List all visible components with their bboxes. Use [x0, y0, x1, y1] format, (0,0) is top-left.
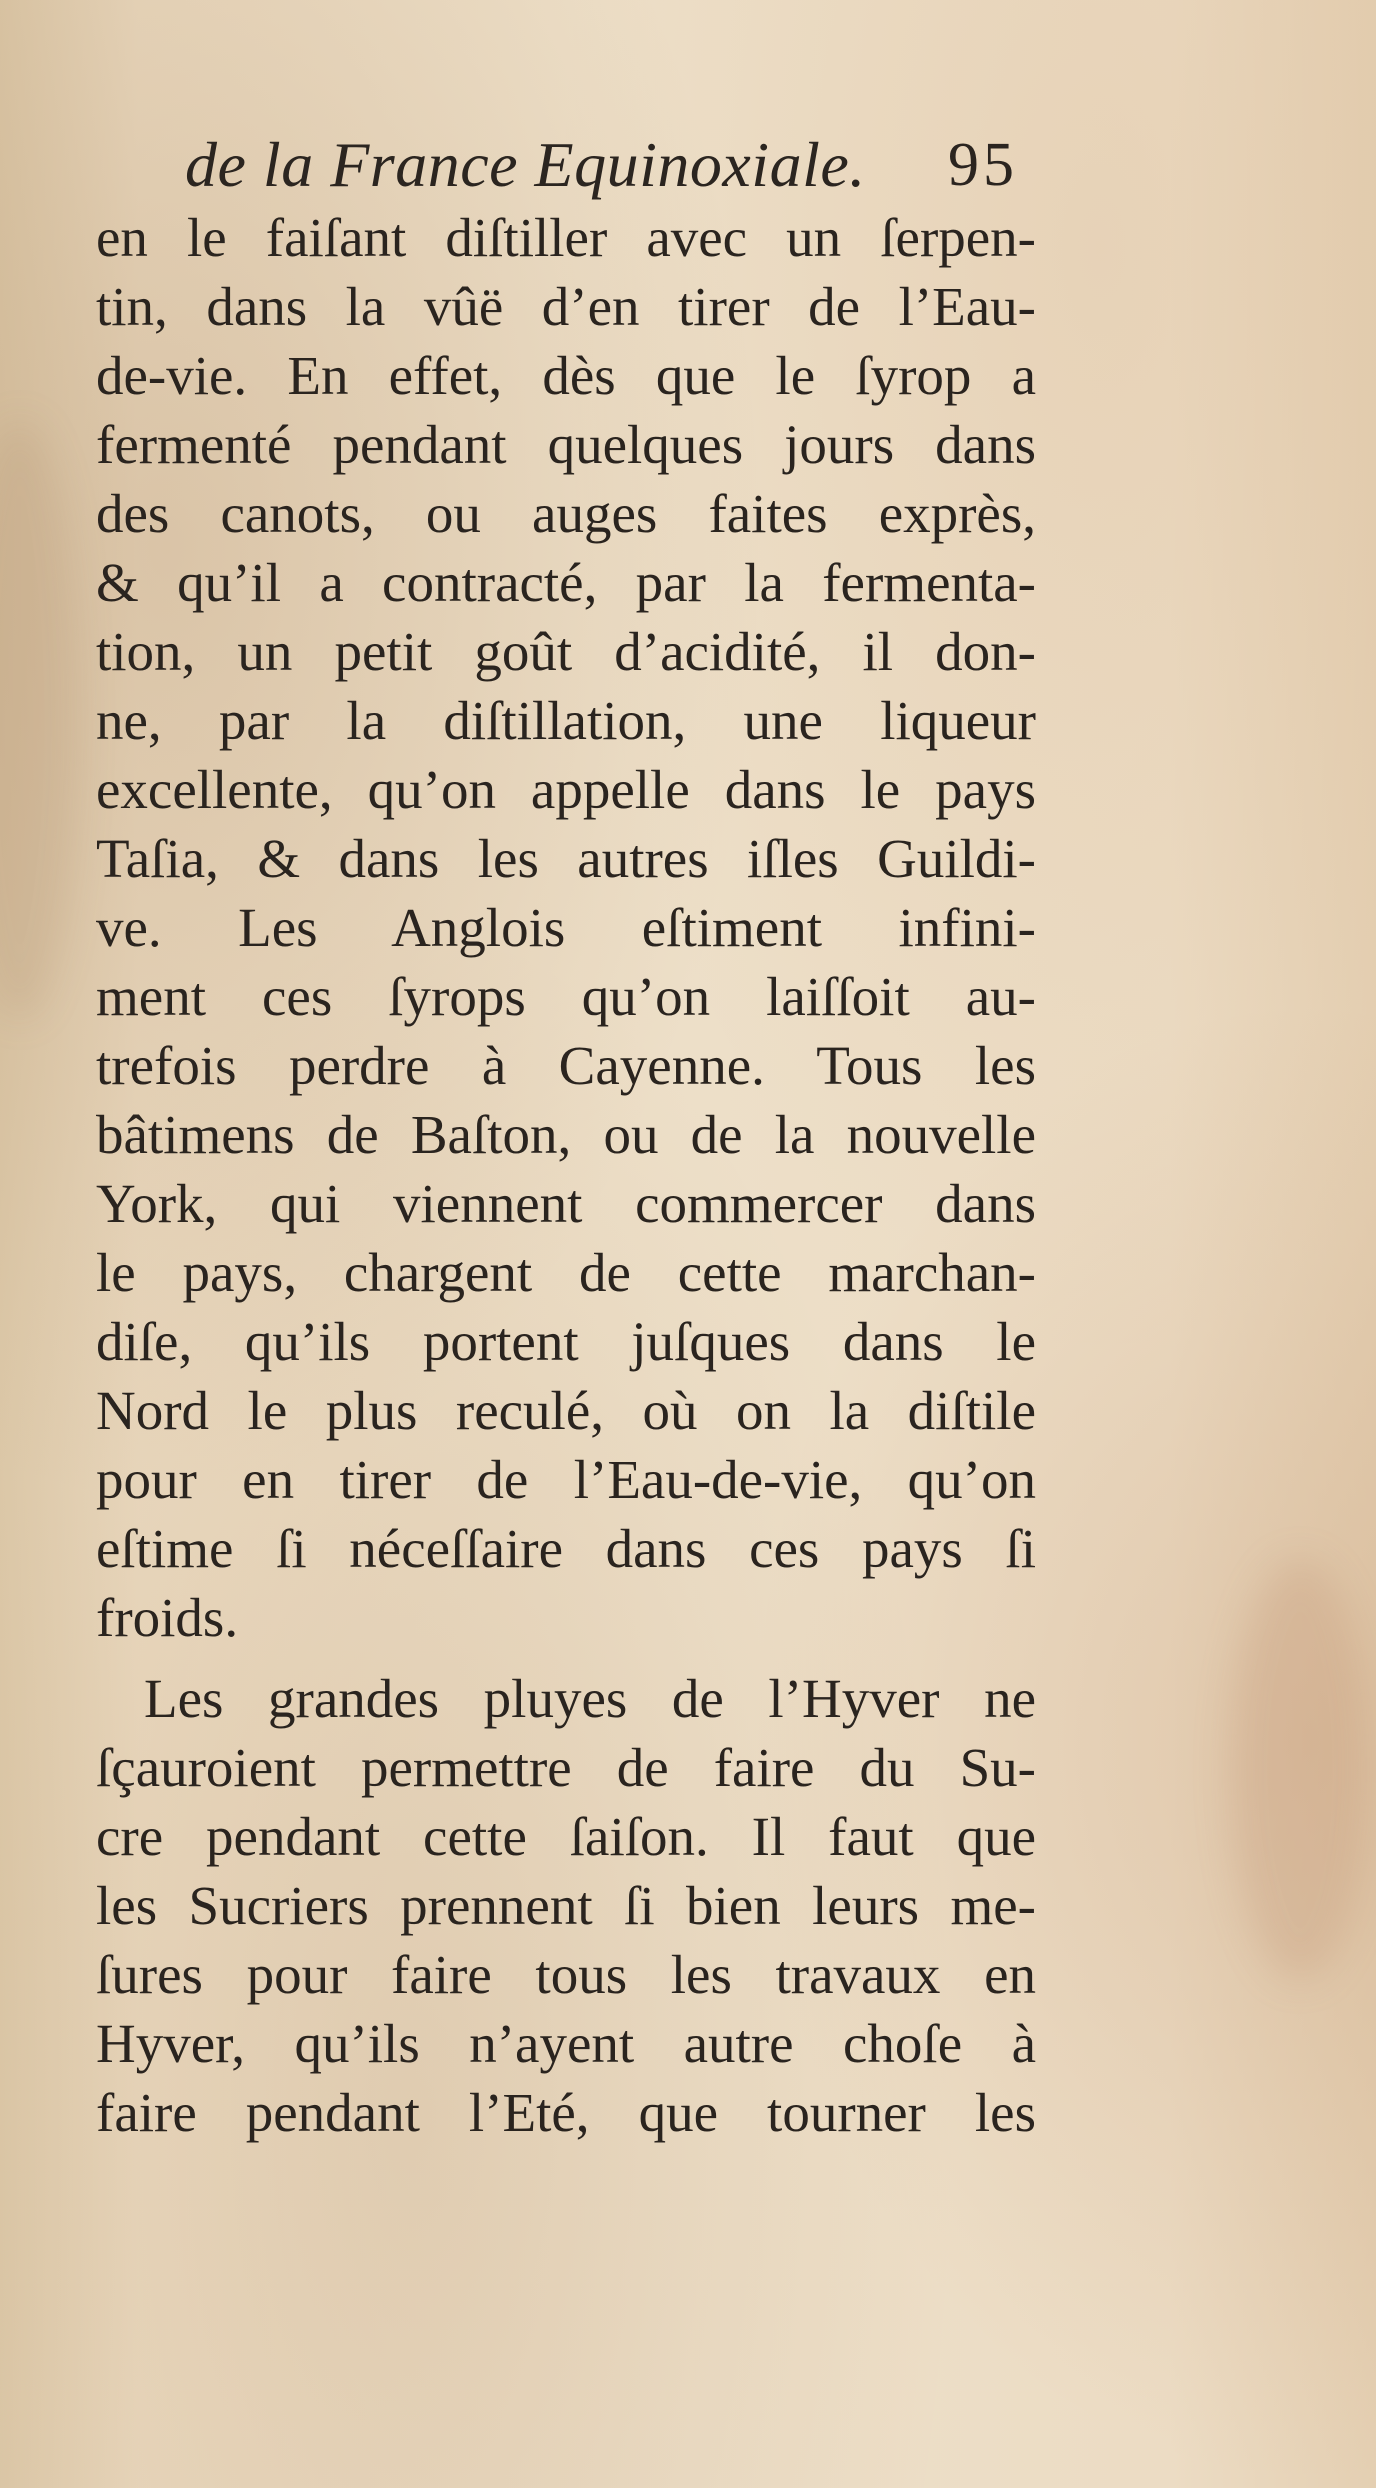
text-line: diſe, qu’ils portent juſques dans le	[96, 1311, 1036, 1372]
text-line: Taſia, & dans les autres iſles Guildi-	[96, 828, 1036, 889]
text-line: ſures pour faire tous les travaux en	[96, 1944, 1036, 2005]
text-line: fermenté pendant quelques jours dans	[96, 414, 1036, 475]
running-title: de la France Equinoxiale.	[185, 129, 866, 200]
text-line: trefois perdre à Cayenne. Tous les	[96, 1035, 1036, 1096]
paper-stain	[1230, 1560, 1370, 1980]
text-line: Hyver, qu’ils n’ayent autre choſe à	[96, 2013, 1036, 2074]
text-line: Les grandes pluyes de l’Hyver ne	[144, 1668, 1036, 1729]
text-line: ſçauroient permettre de faire du Su-	[96, 1737, 1036, 1798]
text-line: bâtimens de Baſton, ou de la nouvelle	[96, 1104, 1036, 1165]
text-line: le pays, chargent de cette marchan-	[96, 1242, 1036, 1303]
text-line: tion, un petit goût d’acidité, il don-	[96, 621, 1036, 682]
text-line: excellente, qu’on appelle dans le pays	[96, 759, 1036, 820]
text-line: de-vie. En effet, dès que le ſyrop a	[96, 345, 1036, 406]
page-header	[0, 120, 1376, 210]
text-line: les Sucriers prennent ſi bien leurs me-	[96, 1875, 1036, 1936]
paragraph-gap	[96, 1652, 1036, 1664]
text-line: ve. Les Anglois eſtiment infini-	[96, 897, 1036, 958]
text-line: ment ces ſyrops qu’on laiſſoit au-	[96, 966, 1036, 1027]
text-line: pour en tirer de l’Eau-de-vie, qu’on	[96, 1449, 1036, 1510]
text-line: froids.	[96, 1587, 239, 1648]
text-line: cre pendant cette ſaiſon. Il faut que	[96, 1806, 1036, 1867]
text-line: faire pendant l’Eté, que tourner les	[96, 2082, 1036, 2143]
text-line: en le faiſant diſtiller avec un ſerpen-	[96, 207, 1036, 268]
page-number: 95	[948, 131, 1018, 199]
text-line: York, qui viennent commercer dans	[96, 1173, 1036, 1234]
body-text	[96, 203, 1036, 2147]
paper-stain	[0, 420, 80, 1020]
text-line: & qu’il a contracté, par la fermenta-	[96, 552, 1036, 613]
text-line: des canots, ou auges faites exprès,	[96, 483, 1036, 544]
text-line: ne, par la diſtillation, une liqueur	[96, 690, 1036, 751]
text-line: eſtime ſi néceſſaire dans ces pays ſi	[96, 1518, 1036, 1579]
text-line: Nord le plus reculé, où on la diſtile	[96, 1380, 1036, 1441]
text-line: tin, dans la vûë d’en tirer de l’Eau-	[96, 276, 1036, 337]
